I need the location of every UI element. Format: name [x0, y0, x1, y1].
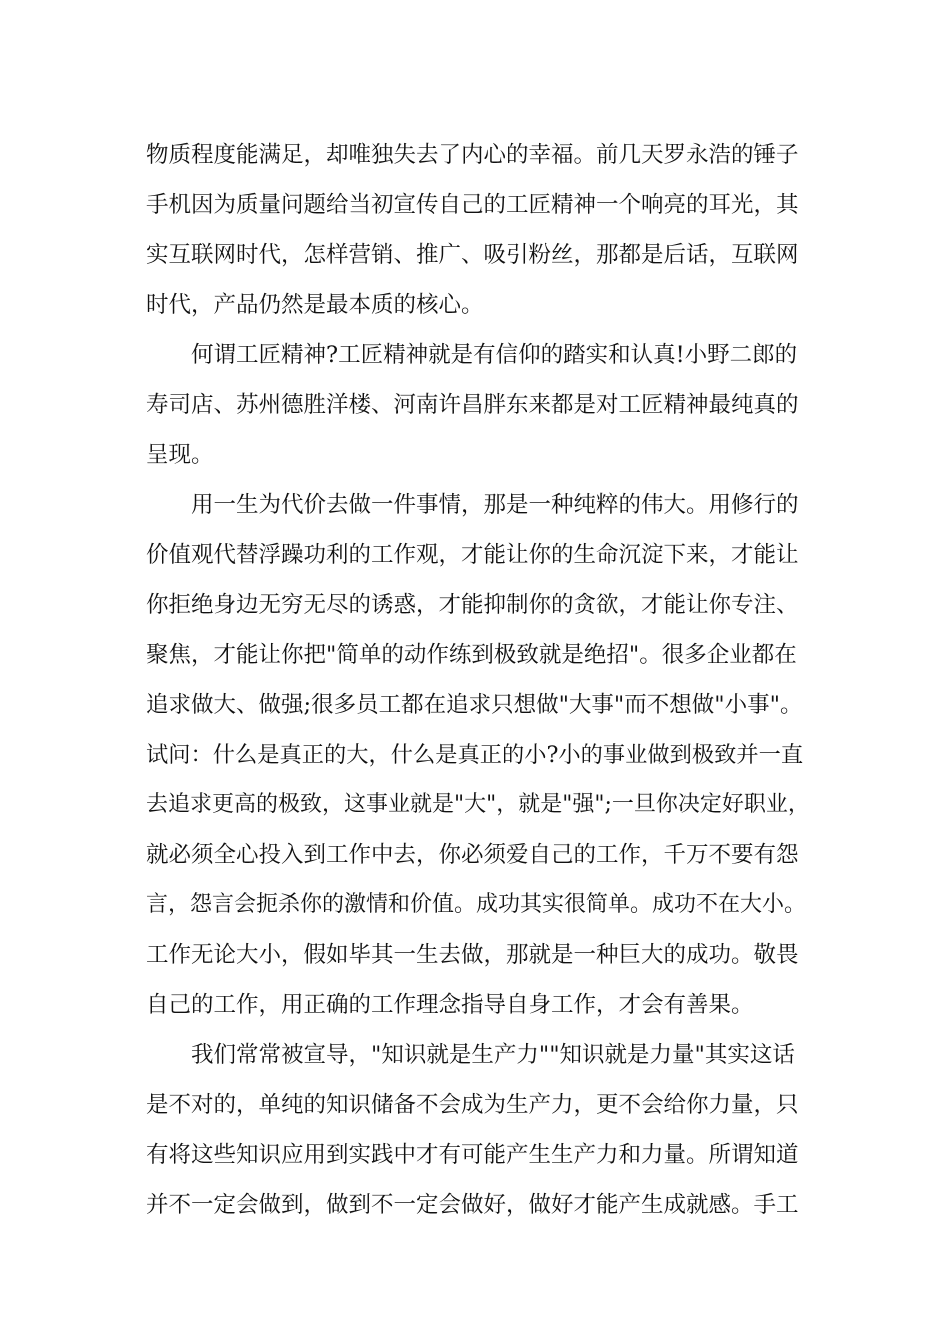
text-line: 并不一定会做到，做到不一定会做好，做好才能产生成就感。手工 — [146, 1192, 799, 1218]
text-line: 用一生为代价去做一件事情，那是一种纯粹的伟大。用修行的 — [191, 492, 799, 518]
text-line: 就必须全心投入到工作中去，你必须爱自己的工作，千万不要有怨 — [146, 842, 799, 868]
text-line: 我们常常被宣导，"知识就是生产力""知识就是力量"其实这话 — [191, 1042, 795, 1068]
text-line: 何谓工匠精神?工匠精神就是有信仰的踏实和认真!小野二郎的 — [191, 342, 798, 368]
text-line: 寿司店、苏州德胜洋楼、河南许昌胖东来都是对工匠精神最纯真的 — [146, 392, 799, 418]
document-body-text — [146, 130, 810, 1230]
text-line: 有将这些知识应用到实践中才有可能产生生产力和力量。所谓知道 — [146, 1142, 799, 1168]
text-line: 去追求更高的极致，这事业就是"大"，就是"强";一旦你决定好职业， — [146, 792, 810, 817]
text-line: 时代，产品仍然是最本质的核心。 — [146, 292, 484, 318]
text-line: 手机因为质量问题给当初宣传自己的工匠精神一个响亮的耳光，其 — [146, 192, 799, 218]
text-line: 价值观代替浮躁功利的工作观，才能让你的生命沉淀下来，才能让 — [146, 542, 799, 568]
text-line: 物质程度能满足，却唯独失去了内心的幸福。前几天罗永浩的锤子 — [146, 142, 799, 168]
text-line: 追求做大、做强;很多员工都在追求只想做"大事"而不想做"小事"。 — [146, 692, 803, 718]
text-line: 实互联网时代，怎样营销、推广、吸引粉丝，那都是后话，互联网 — [146, 242, 799, 268]
text-line: 是不对的，单纯的知识储备不会成为生产力，更不会给你力量，只 — [146, 1092, 799, 1118]
text-line: 聚焦，才能让你把"简单的动作练到极致就是绝招"。很多企业都在 — [146, 642, 797, 668]
text-line: 自己的工作，用正确的工作理念指导自身工作，才会有善果。 — [146, 992, 754, 1018]
text-line: 言，怨言会扼杀你的激情和价值。成功其实很简单。成功不在大小。 — [146, 892, 807, 917]
text-line: 呈现。 — [146, 442, 214, 468]
text-line: 你拒绝身边无穷无尽的诱惑，才能抑制你的贪欲，才能让你专注、 — [146, 592, 799, 618]
text-line: 工作无论大小，假如毕其一生去做，那就是一种巨大的成功。敬畏 — [146, 942, 799, 968]
text-line: 试问：什么是真正的大，什么是真正的小?小的事业做到极致并一直 — [146, 742, 804, 768]
